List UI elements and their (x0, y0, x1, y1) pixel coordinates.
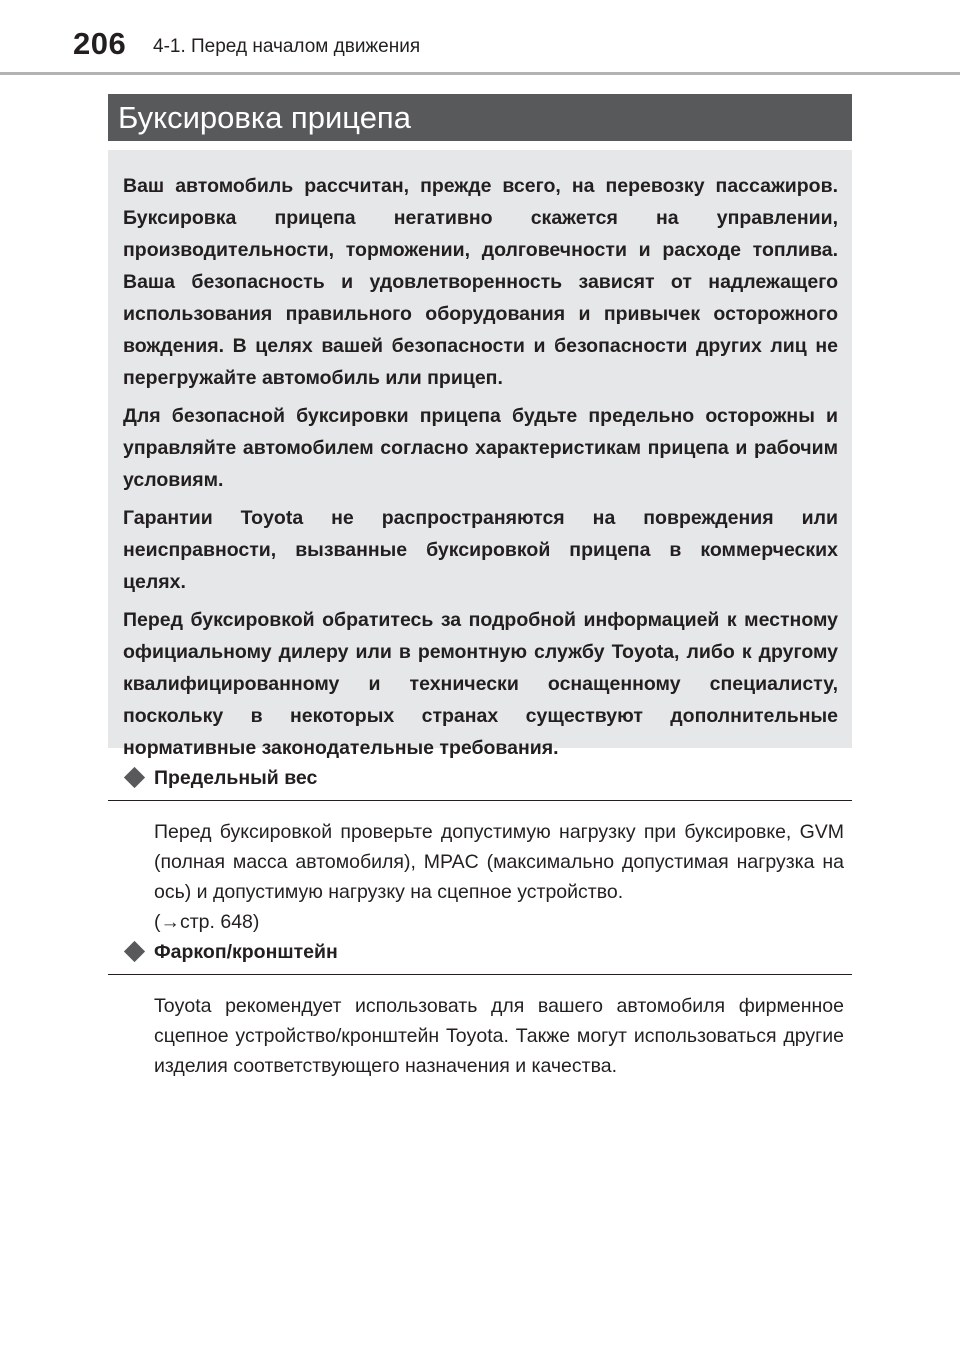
note-paragraph: Для безопасной буксировки прицепа будьте предельно осторожны и управляйте автомобилем согласно характеристикам прицепа и рабочим условиям. (123, 405, 838, 491)
page-reference-link[interactable]: (→стр. 648) (154, 911, 260, 933)
section-body (108, 801, 852, 937)
header-divider (0, 72, 960, 75)
page-number: 206 (73, 26, 127, 61)
diamond-bullet-icon (124, 941, 145, 962)
section-title: Предельный вес (154, 767, 318, 789)
section-body (108, 975, 852, 1081)
note-paragraph: Ваш автомобиль рассчитан, прежде всего, на перевозку пассажиров. Буксировка прицепа негативно скажется на управлении, производительности, торможении, долговечности и расходе топлива. Ваша безопасность и удовлетворенность зависят от надлежащего использования правильного оборудования и привычек осторожного вождения. В целях вашей безопасности и безопасности других лиц не перегружайте автомобиль или прицеп. (123, 175, 838, 389)
note-box (108, 150, 852, 759)
note-paragraph: Перед буксировкой обратитесь за подробной информацией к местному официальному дилеру или в ремонтную службу Toyota, либо к другому квалифицированному и технически оснащенному специалисту, поскольку в некоторых странах существуют дополнительные нормативные законодательные требования. (123, 609, 838, 759)
diamond-bullet-icon (124, 767, 145, 788)
page-header (0, 0, 960, 80)
section-hitch (108, 938, 852, 1081)
page-title: Буксировка прицепа (108, 94, 852, 141)
section-title: Фаркоп/кронштейн (154, 941, 338, 963)
section-heading (108, 764, 852, 801)
section-heading (108, 938, 852, 975)
section-text: Перед буксировкой проверьте допустимую нагрузку при буксировке, GVM (полная масса автомобиля), MPAC (максимально допустимая нагрузка на ось) и допустимую нагрузку на сцепное устройство. (154, 821, 844, 903)
section-text: Toyota рекомендует использовать для вашего автомобиля фирменное сцепное устройство/кронштейн Toyota. Также могут использоваться другие изделия соответствующего назначения и качества. (154, 995, 844, 1077)
chapter-title: 4-1. Перед началом движения (153, 36, 421, 57)
section-weight-limit (108, 764, 852, 937)
note-paragraph: Гарантии Toyota не распространяются на повреждения или неисправности, вызванные буксировкой прицепа в коммерческих целях. (123, 507, 838, 593)
